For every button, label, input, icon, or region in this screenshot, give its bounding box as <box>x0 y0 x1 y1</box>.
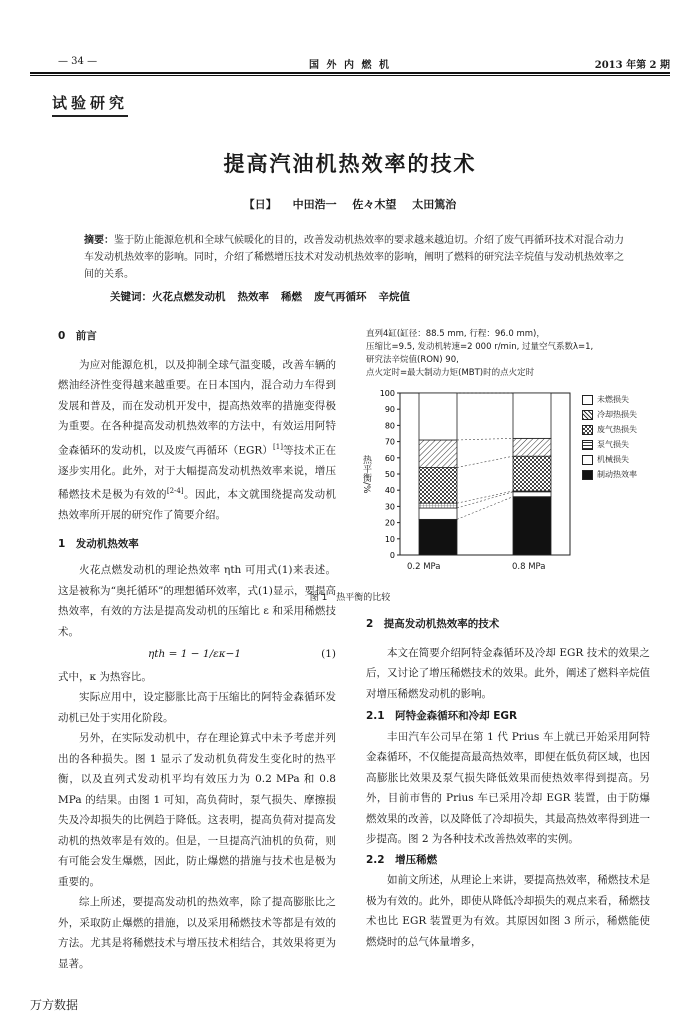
legend-swatch <box>582 455 593 465</box>
legend-item <box>582 452 637 467</box>
legend-swatch <box>582 470 593 480</box>
legend-label: 制动热效率 <box>597 470 637 479</box>
connector-line <box>457 438 513 440</box>
paragraph: 综上所述，要提高发动机的热效率，除了提高膨胀比之外，采取防止爆燃的措施，以及采用稀燃技术等都是有效的方法。尤其是将稀燃技术与增压技术相结合，其效果将更为显著。 <box>58 896 336 970</box>
keyword: 辛烷值 <box>378 291 410 303</box>
keywords <box>110 289 422 304</box>
condition-line: 点火定时=最大制动力矩(MBT)时的点火定时 <box>366 368 535 378</box>
figure-caption: 图 1 热平衡的比较 <box>309 593 391 603</box>
paragraph: 另外，在实际发动机中，存在理论算式中未予考虑并列出的各种损失。图 1 显示了发动机负荷发生变化时的热平衡，以及直列式发动机平均有效压力为 0.2 MPa 和 0.8 MPa 的结果。由图 1 可知，高负荷时，泵气损失、摩擦损失及冷却损失的比例趋于降低。这表明，提高负荷对提高发动机的热效率是有效的。但是，一旦提高汽油机的负荷，则有可能会发生爆燃，因此，防止爆燃的措施与技术也是极为重要的。 <box>58 732 336 888</box>
bar-segment <box>419 508 457 519</box>
legend-swatch <box>582 410 593 420</box>
bar-segment <box>419 519 457 555</box>
legend-item <box>582 437 637 452</box>
legend-item <box>582 467 637 482</box>
keyword: 稀燃 <box>281 291 302 303</box>
y-tick-label: 40 <box>384 486 395 496</box>
section-heading-2: 2 提高发动机热效率的技术 <box>366 618 500 630</box>
author-name: 中田浩一 <box>292 198 337 211</box>
y-tick-label: 50 <box>384 470 395 479</box>
abstract-label: 摘要： <box>84 235 114 246</box>
bar-segment <box>419 440 457 468</box>
legend-swatch <box>582 425 593 435</box>
y-tick-label: 30 <box>384 502 395 512</box>
section-heading-0: 0 前言 <box>58 330 97 342</box>
equation-1 <box>58 644 336 665</box>
page-number: — 34 — <box>58 56 98 67</box>
keyword: 热效率 <box>237 291 269 303</box>
citation: [1] <box>273 442 283 451</box>
bar-segment <box>513 456 551 491</box>
heat-balance-chart <box>360 385 580 575</box>
legend-label: 未燃损失 <box>597 395 629 404</box>
condition-line: 研究法辛烷值(RON) 90, <box>366 355 459 365</box>
x-tick-label: 0.8 MPa <box>512 562 546 572</box>
chart-legend <box>582 392 637 482</box>
issue-label: 2013 年第 2 期 <box>594 60 670 71</box>
legend-label: 机械损失 <box>597 455 629 464</box>
legend-item <box>582 407 637 422</box>
section-heading-2-2: 2.2 增压稀燃 <box>366 853 438 866</box>
paragraph: 火花点燃发动机的理论热效率 ηth 可用式(1)来表述。这是被称为“奥托循环”的理想循环效率，式(1)显示，要提高热效率，有效的方法是提高发动机的压缩比 ε 和采用稀燃技术。 <box>58 564 336 638</box>
legend-swatch <box>582 395 593 405</box>
y-tick-label: 10 <box>384 534 395 544</box>
bar-segment <box>419 503 457 508</box>
connector-line <box>457 456 513 467</box>
legend-label: 冷却热损失 <box>597 410 637 419</box>
formula: ηth = 1 − 1/εκ−1 <box>148 648 242 660</box>
legend-label: 废气热损失 <box>597 425 637 434</box>
bar-segment <box>419 393 457 440</box>
bar-segment <box>419 468 457 504</box>
paragraph: 实际应用中，设定膨胀比高于压缩比的阿特金森循环发动机已处于实用化阶段。 <box>58 691 336 724</box>
abstract-text: 鉴于防止能源危机和全球气候暖化的目的，改善发动机热效率的要求越来越迫切。介绍了废气再循环技术对混合动力车发动机热效率的影响。同时，介绍了稀燃增压技术对发动机热效率的影响，阐明了燃料的研究法辛烷值与发动机热效率之间的关系。 <box>84 235 624 280</box>
section-heading-1: 1 发动机热效率 <box>58 537 139 550</box>
bar-segment <box>513 497 551 555</box>
bar-segment <box>513 393 551 438</box>
citation: [2-4] <box>166 487 184 495</box>
keyword: 废气再循环 <box>314 291 367 303</box>
y-tick-label: 100 <box>379 389 395 398</box>
y-tick-label: 90 <box>384 405 395 415</box>
abstract <box>84 232 624 283</box>
equation-number: (1) <box>321 648 336 660</box>
page-title: 提高汽油机热效率的技术 <box>223 152 477 176</box>
condition-line: 压缩比=9.5, 发动机转速=2 000 r/min, 过量空气系数λ=1, <box>366 342 594 352</box>
paragraph: 如前文所述，从理论上来讲，要提高热效率，稀燃技术是极为有效的。此外，即使从降低冷却损失的观点来看，稀燃技术也比 EGR 装置更为有效。其原因如图 3 所示，稀燃能使燃烧时的总气体量增多， <box>366 874 650 948</box>
header-rule <box>30 72 670 74</box>
legend-item <box>582 422 637 437</box>
keyword: 火花点燃发动机 <box>152 291 226 303</box>
paragraph: 为应对能源危机，以及抑制全球气温变暖，改善车辆的燃油经济性变得越来越重要。在日本国内，混合动力车得到发展和普及，而在发动机开发中，提高热效率的措施变得极为重要。在各种提高发动机热效率的方法中，有效运用阿特金森循环的发动机，以及废气再循环（EGR）[1]等技术正在逐步实用化。此外，对于大幅提高发动机热效率来说，增压稀燃技术是极为有效的[2-4]。因此，本文就围绕提高发动机热效率所开展的研究作了简要介绍。 <box>58 358 337 521</box>
bar-segment <box>513 438 551 456</box>
y-tick-label: 70 <box>384 437 395 447</box>
footer-watermark: 万方数据 <box>30 998 79 1012</box>
author-name: 佐々木望 <box>352 198 397 211</box>
authors <box>0 196 700 212</box>
author-name: 太田篤治 <box>412 198 457 211</box>
journal-name: 国 外 内 燃 机 <box>309 60 391 71</box>
keywords-label: 关键词： <box>110 291 152 303</box>
y-tick-label: 80 <box>384 421 395 431</box>
figure-conditions <box>366 328 676 380</box>
left-column <box>58 326 336 974</box>
legend-item <box>582 392 637 407</box>
x-tick-label: 0.2 MPa <box>407 562 441 572</box>
connector-line <box>457 491 513 503</box>
header-rule-thin <box>30 75 670 76</box>
paragraph: 丰田汽车公司早在第 1 代 Prius 车上就已开始采用阿特金森循环，不仅能提高最高热效率，即便在低负荷区域，也因高膨胀比效果及泵气损失降低效果而使热效率得到提高。另外，目前市售的 Prius 车已采用冷却 EGR 装置，由于防爆燃效果的改善，以及降低了冷却损失，其最高热效率得到进一步提高。图 2 为各种技术改善热效率的实例。 <box>366 730 650 845</box>
bar-segment <box>513 492 551 497</box>
condition-line: 直列4缸(缸径：88.5 mm, 行程：96.0 mm)， <box>366 329 545 339</box>
author-country: 【日】 <box>243 198 277 211</box>
legend-swatch <box>582 440 593 450</box>
y-tick-label: 20 <box>384 518 395 528</box>
y-tick-label: 60 <box>384 453 395 463</box>
paragraph: 本文在简要介绍阿特金森循环及冷却 EGR 技术的效果之后，又讨论了增压稀燃技术的效果。此外，阐述了燃料辛烷值对增压稀燃发动机的影响。 <box>366 646 650 700</box>
y-axis-label: 热平衡/% <box>361 455 371 494</box>
connector-line <box>457 492 513 508</box>
section-banner: 试验研究 <box>52 92 128 117</box>
formula-note: 式中，κ 为热容比。 <box>58 670 152 683</box>
section-heading-2-1: 2.1 阿特金森循环和冷却 EGR <box>366 710 518 722</box>
legend-label: 泵气损失 <box>597 440 629 449</box>
right-column <box>366 614 650 952</box>
y-tick-label: 0 <box>389 551 395 560</box>
